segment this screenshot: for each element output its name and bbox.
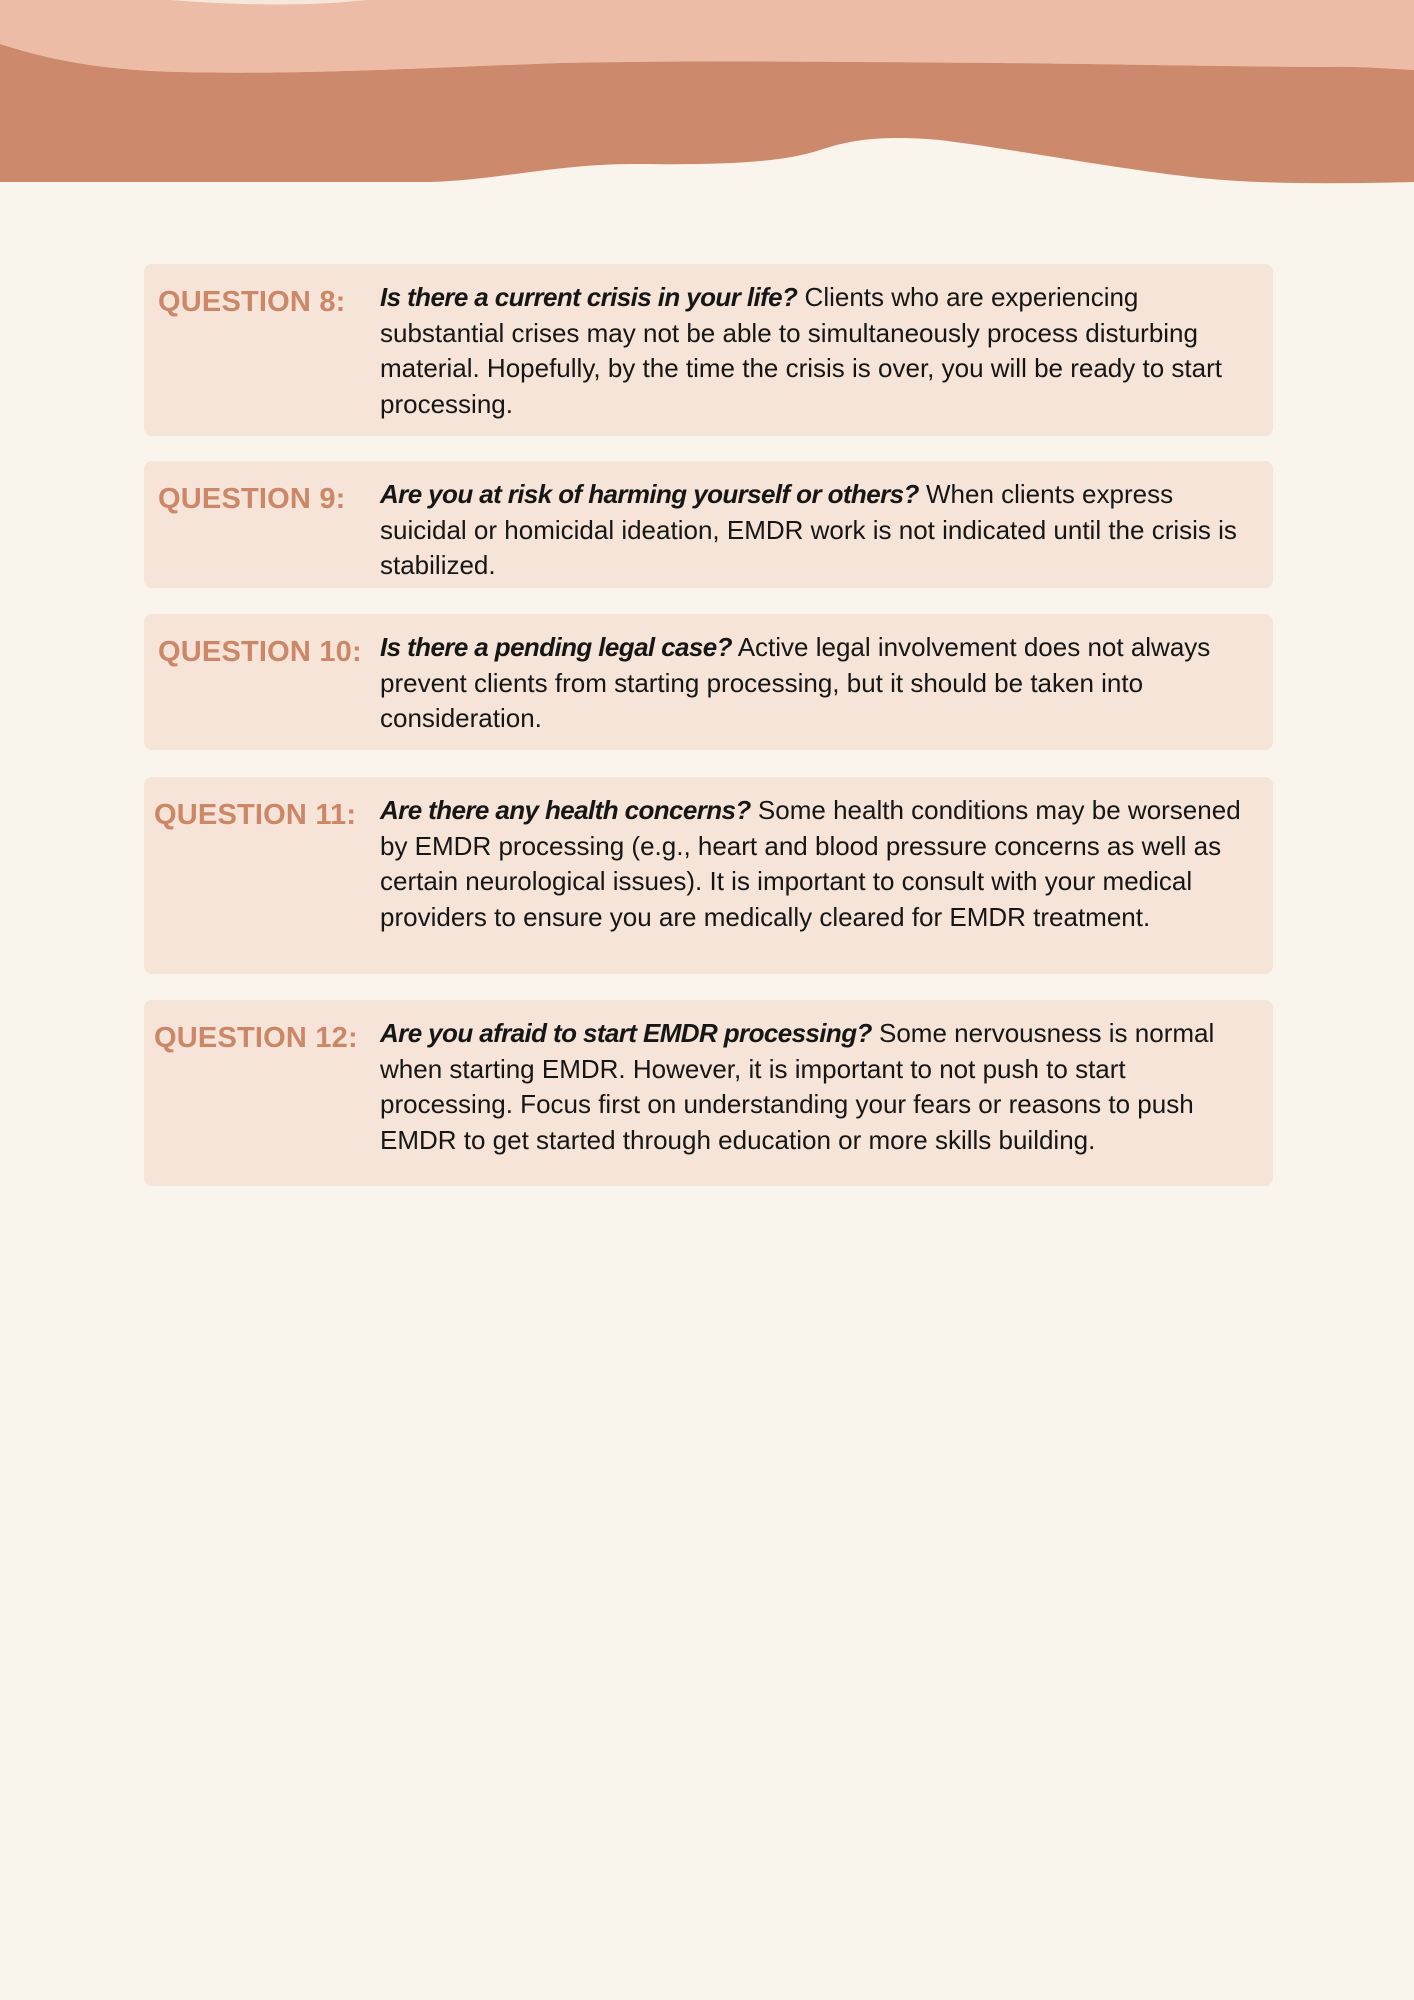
question-explanation: Some health conditions may be worsened by EMDR processing (e.g., heart and blood pressure concerns as well as certain neurological issues). It is important to consult with your medical providers to ensure you are medically cleared for EMDR treatment. [380, 795, 1241, 932]
question-title: Are you afraid to start EMDR processing? [380, 1018, 872, 1048]
question-body [380, 280, 1265, 422]
question-explanation: Active legal involvement does not always prevent clients from starting processing, but it should be taken into consideration. [380, 632, 1211, 733]
question-title: Is there a current crisis in your life? [380, 282, 798, 312]
question-body [380, 477, 1265, 584]
question-title: Are you at risk of harming yourself or others? [380, 479, 919, 509]
question-label: QUESTION 9: [158, 483, 346, 515]
question-label: QUESTION 10: [158, 636, 362, 668]
question-explanation: Some nervousness is normal when starting EMDR. However, it is important to not push to start processing. Focus first on understanding your fears or reasons to push EMDR to get started through education or more skills building. [380, 1018, 1215, 1155]
question-card-9 [144, 461, 1273, 588]
question-card-10 [144, 614, 1273, 750]
header-wave-decoration [0, 0, 1414, 190]
question-body [380, 630, 1265, 737]
question-title: Is there a pending legal case? [380, 632, 732, 662]
question-card-8 [144, 264, 1273, 436]
question-explanation: Clients who are experiencing substantial crises may not be able to simultaneously process disturbing material. Hopefully, by the time the crisis is over, you will be ready to start processing. [380, 282, 1222, 419]
question-label: QUESTION 8: [158, 286, 346, 318]
question-label: QUESTION 12: [154, 1022, 358, 1054]
question-body [380, 1016, 1265, 1158]
question-body [380, 793, 1265, 935]
question-title: Are there any health concerns? [380, 795, 751, 825]
question-label: QUESTION 11: [154, 799, 357, 831]
question-card-11 [144, 777, 1273, 974]
question-explanation: When clients express suicidal or homicidal ideation, EMDR work is not indicated until the crisis is stabilized. [380, 479, 1237, 580]
question-card-12 [144, 1000, 1273, 1186]
